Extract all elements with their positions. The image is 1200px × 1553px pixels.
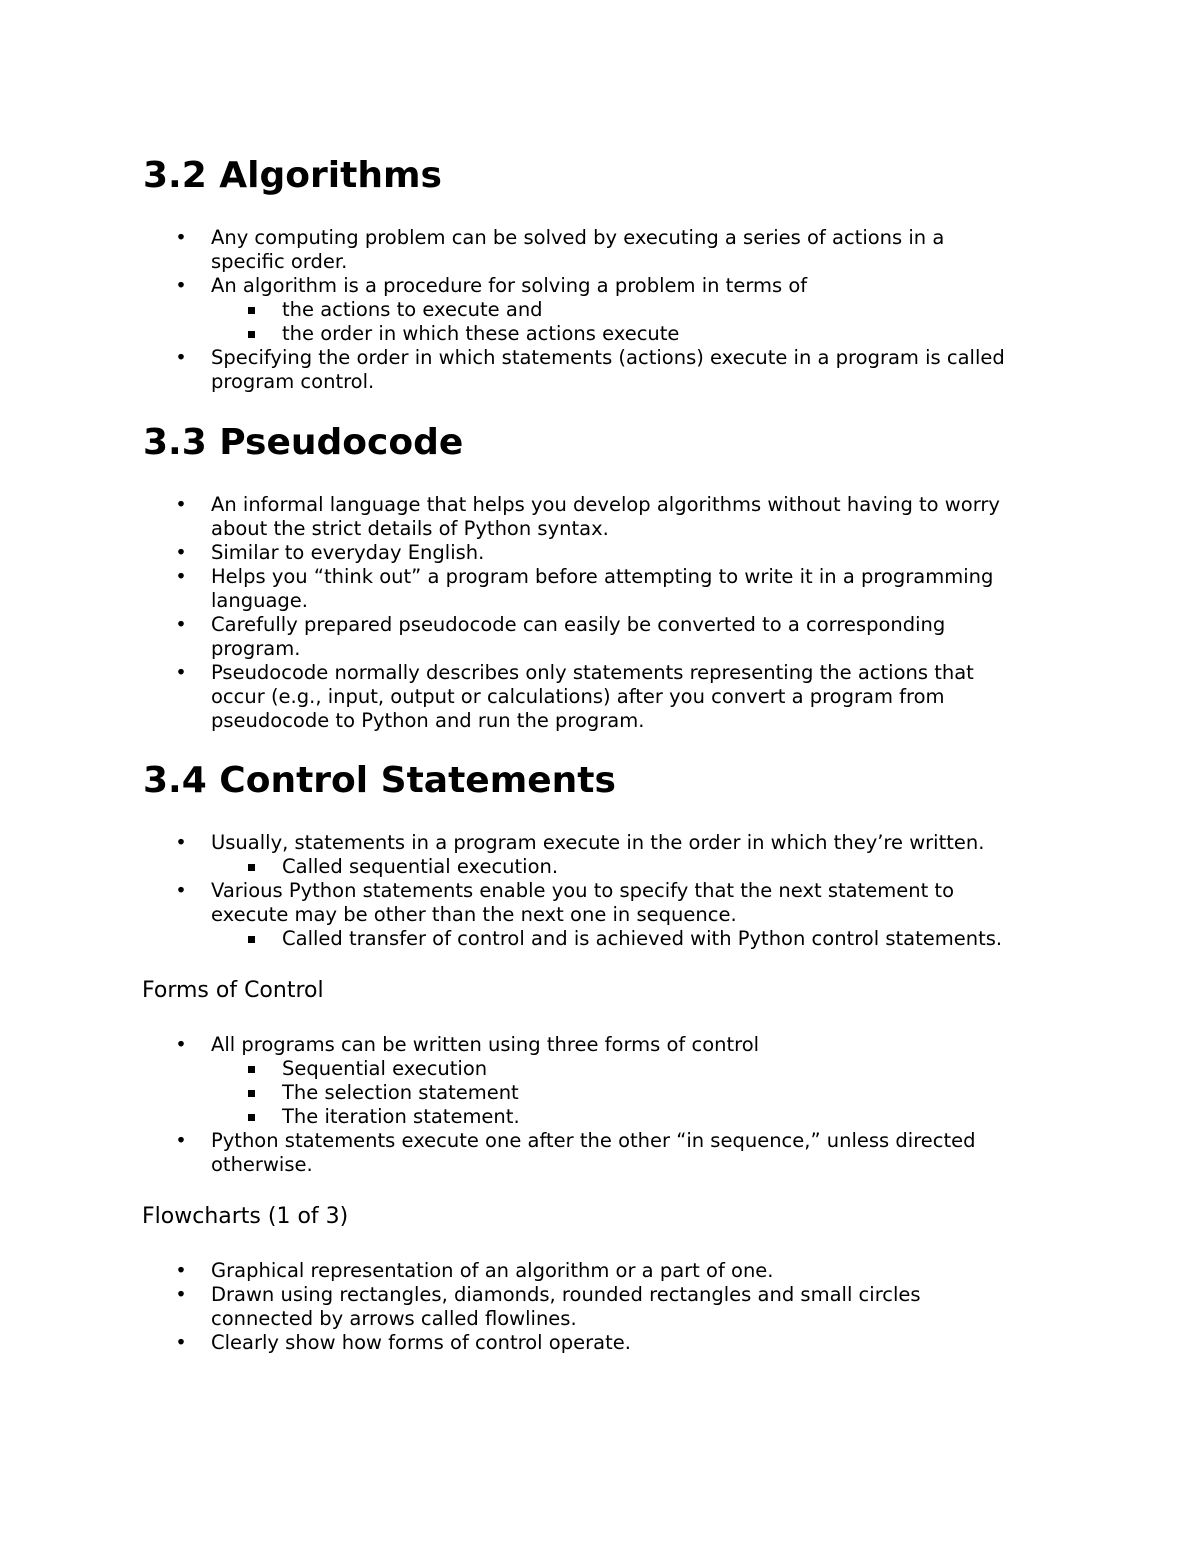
list-item: • Python statements execute one after the other “in sequence,” unless directed otherwise. [175,1129,976,1176]
bullet-icon: • [175,274,187,297]
bullet-icon: • [175,1033,187,1056]
bullet-icon: • [175,879,187,902]
list-item: • Various Python statements enable you to specify that the next statement to execute may be other than the next one in sequence. [175,879,954,926]
list-item: • All programs can be written using three forms of control [175,1033,760,1056]
list-item: • Pseudocode normally describes only statements representing the actions that occur (e.g., input, output or calculations) after you convert a program from pseudocode to Python and run the program. [175,661,974,732]
bullet-icon: • [175,831,187,854]
list-item: • Helps you “think out” a program before attempting to write it in a programming language. [175,565,994,612]
forms-list [0,1033,1200,1177]
square-bullet-icon [248,1114,255,1121]
square-bullet-icon [248,936,255,943]
bullet-icon: • [175,541,187,564]
list-item: • An algorithm is a procedure for solving a problem in terms of [175,274,808,297]
square-bullet-icon [248,307,255,314]
bullet-icon: • [175,1259,187,1282]
bullet-icon: • [175,613,187,636]
list-item: • Specifying the order in which statements (actions) execute in a program is called program control. [175,346,1005,393]
bullet-icon: • [175,226,187,249]
list-item: • Carefully prepared pseudocode can easily be converted to a corresponding program. [175,613,946,660]
sub-list-item: Sequential execution [0,1057,1082,1081]
list-item: • Drawn using rectangles, diamonds, rounded rectangles and small circles connected by arrows called flowlines. [175,1283,921,1330]
heading-control-statements: 3.4 Control Statements [143,760,616,801]
control-list [0,831,1200,951]
sub-list-item: Called sequential execution. [0,855,1082,879]
sub-list-item: the order in which these actions execute [0,322,1082,346]
sub-list-item: the actions to execute and [0,298,1082,322]
square-bullet-icon [248,1066,255,1073]
sub-list-item: The selection statement [0,1081,1082,1105]
heading-forms-of-control: Forms of Control [142,978,324,1003]
list-item: • Clearly show how forms of control operate. [175,1331,631,1354]
pseudocode-list [0,493,1200,733]
bullet-icon: • [175,661,187,684]
list-item: • Usually, statements in a program execute in the order in which they’re written. [175,831,985,854]
bullet-icon: • [175,346,187,369]
bullet-icon: • [175,1283,187,1306]
list-item: • Graphical representation of an algorithm or a part of one. [175,1259,774,1282]
list-item: • Any computing problem can be solved by executing a series of actions in a specific order. [175,226,945,273]
bullet-icon: • [175,565,187,588]
square-bullet-icon [248,331,255,338]
flowcharts-list [0,1259,1200,1355]
square-bullet-icon [248,864,255,871]
sub-list-item: The iteration statement. [0,1105,1082,1129]
heading-algorithms: 3.2 Algorithms [143,155,442,196]
list-item: • Similar to everyday English. [175,541,485,564]
sub-list-item: Called transfer of control and is achieved with Python control statements. [0,927,1082,951]
bullet-icon: • [175,1129,187,1152]
list-item: • An informal language that helps you develop algorithms without having to worry about the strict details of Python syntax. [175,493,1000,540]
heading-flowcharts: Flowcharts (1 of 3) [142,1204,349,1229]
bullet-icon: • [175,493,187,516]
square-bullet-icon [248,1090,255,1097]
algorithms-list [0,226,1200,394]
heading-pseudocode: 3.3 Pseudocode [143,422,464,463]
bullet-icon: • [175,1331,187,1354]
